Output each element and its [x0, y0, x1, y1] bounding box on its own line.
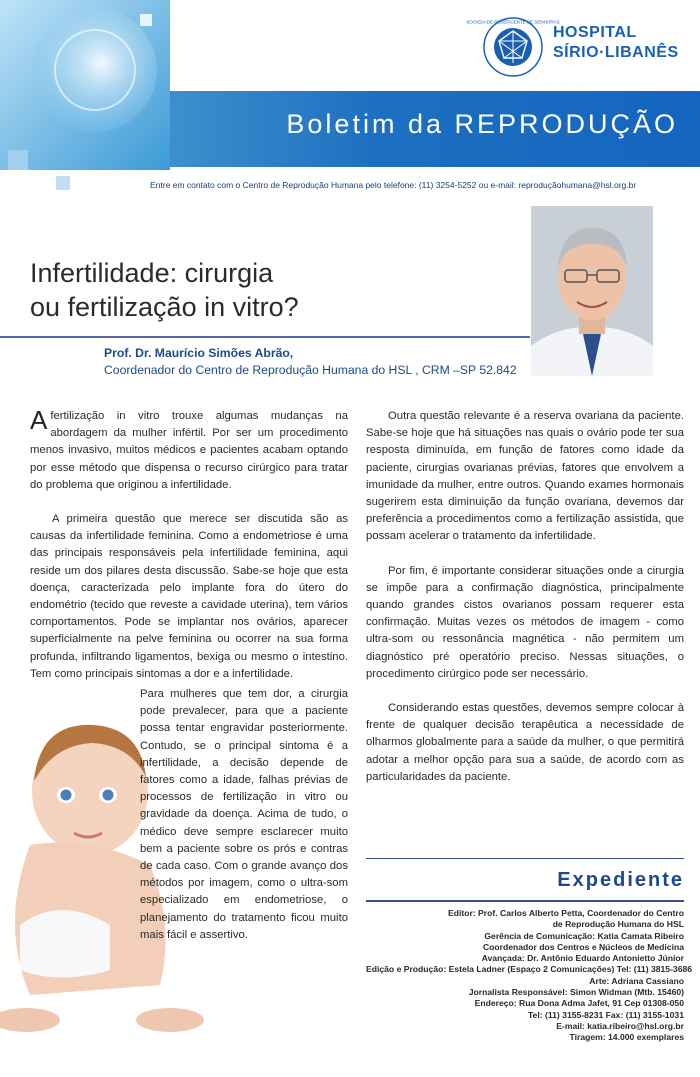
paragraph: A primeira questão que merece ser discutida são as causas da infertilidade feminina. Como a endometriose é uma das principais responsáveis pela infertilidade feminina, aqui reside um dos pilares desta discussão. Sabe-se hoje que esta doença, caracterizada pelo implante fora do útero do endométrio (tecido que reveste a cavidade uterina), tem vários comportamentos. Pode se implantar nos ovários, aparecer superficialmente na pelve feminina ou ocorrer na sua forma profunda, infiltrando ligamentos, bexiga ou mesmo o intestino. Tem como principais sintomas a dor e a infertilidade.	[30, 513, 348, 680]
article-column-left	[30, 405, 348, 700]
header-decorative-art	[0, 0, 175, 195]
credit-line: Coordenador dos Centros e Núcleos de Medicina	[482, 941, 684, 952]
credit-line: Arte: Adriana Cassiano	[589, 975, 684, 986]
expediente-credits	[366, 908, 693, 1044]
credit-line: Jornalista Responsável: Simon Widman (Mtb. 15460)	[468, 987, 684, 998]
svg-text:SOCIEDADE BENEFICENTE DE SENHO: SOCIEDADE BENEFICENTE DE SENHORAS	[466, 19, 560, 25]
logo-text-hospital: HOSPITAL	[553, 24, 637, 41]
logo-text-sirio-libanes: SÍRIO·LIBANÊS	[553, 44, 679, 61]
paragraph: Afertilização in vitro trouxe algumas mudanças na abordagem da mulher infértil. Por ser um procedimento menos invasivo, muitos médicos e pacientes acabam optando por esse método que dispensa o recurso cirúrgico para tratar do problema que originou a infertilidade.	[30, 405, 348, 491]
paragraph: Para mulheres que tem dor, a cirurgia pode prevalecer, para que a paciente possa tentar engravidar posteriormente. Contudo, se o principal sintoma é a infertilidade, a decisão depende de fatores como a idade, falhas prévias de processos de fertilização in vitro ou gravidade da doença. Acima de tudo, o médico deve sempre esclarecer muito bem a paciente sobre os prós e contras de cada caso. Com o grande avanço dos métodos por imagem, como o ultra-som especializado em endometriose, o planejamento do tratamento ficou muito mais fácil e assertivo.	[140, 688, 348, 941]
credit-line: Endereço: Rua Dona Adma Jafet, 91 Cep 01308-050	[474, 998, 684, 1009]
paragraph: Outra questão relevante é a reserva ovariana da paciente. Sabe-se hoje que há situações nas quais o ovário pode ter sua resposta diminuída, em função de fatores como idade da paciente, cirurgias ovarianas prévias, fatores que envolvem a imunidade da mulher, entre outros. Quando exames hormonais sugerirem esta diminuição da função ovariana, devemos dar preferência a procedimentos como a fertilização assistida, que possam acelerar o tratamento da infertilidade.	[366, 410, 684, 543]
image-wrap-space	[30, 686, 140, 986]
credit-line: Tiragem: 14.000 exemplares	[569, 1032, 684, 1043]
credit-line: de Reprodução Humana do HSL	[552, 919, 684, 930]
paragraph: Por fim, é importante considerar situações onde a cirurgia se impõe para a confirmação diagnóstica, principalmente quando grandes cistos ovarianos possam requerer esta confirmação. Muitas vezes os métodos de imagem - como ultra-som ou ressonância magnética - não permitem um diagnóstico pré operatório preciso. Nessas situações, o procedimento cirúrgico pode ser necessário.	[366, 564, 684, 680]
hospital-logo	[466, 14, 698, 80]
expediente-rule-bottom	[366, 900, 684, 902]
credit-line: Edição e Produção: Estela Ladner (Espaço 2 Comunicações) Tel: (11) 3815-3686	[366, 964, 693, 975]
credit-line: Tel: (11) 3155-8231 Fax: (11) 3155-1031	[527, 1009, 684, 1020]
article-column-right	[366, 408, 684, 803]
author-name: Prof. Dr. Maurício Simões Abrão,	[104, 346, 294, 360]
bulletin-title: Boletim da REPRODUÇÃO	[286, 109, 678, 139]
author-photo	[531, 206, 653, 376]
article-title-line1: Infertilidade: cirurgia	[30, 258, 274, 288]
title-divider	[0, 336, 530, 338]
credit-line: E-mail: katia.ribeiro@hsl.org.br	[556, 1020, 684, 1031]
credit-line: Avançada: Dr. Antônio Eduardo Antonietto Júnior	[481, 953, 684, 964]
credit-line: Editor: Prof. Carlos Alberto Petta, Coordenador do Centro	[447, 908, 684, 918]
article-column-left-continued	[30, 686, 348, 986]
paragraph: Considerando estas questões, devemos sempre colocar à frente de qualquer decisão terapêutica a necessidade de olharmos globalmente para a saúde da mulher, o que permitirá adotar a melhor opção para sua a saúde, de acordo com as particularidades da paciente.	[366, 702, 684, 783]
contact-line: Entre em contato com o Centro de Reprodução Humana pelo telefone: (11) 3254-5252 ou e-mail: reproduçãohumana@hsl.org.br	[150, 180, 637, 190]
drop-cap: A	[30, 405, 48, 435]
hospital-seal-icon	[466, 16, 560, 78]
expediente-title: Expediente	[557, 869, 684, 891]
expediente-rule-top	[366, 858, 684, 859]
article-title-line2: ou fertilização in vitro?	[30, 292, 299, 322]
author-role: Coordenador do Centro de Reprodução Humana do HSL , CRM –SP 52.842	[104, 363, 517, 377]
credit-line: Gerência de Comunicação: Katia Camata Ribeiro	[484, 930, 684, 941]
bulletin-title-bar	[170, 91, 700, 167]
article-title	[30, 256, 510, 324]
